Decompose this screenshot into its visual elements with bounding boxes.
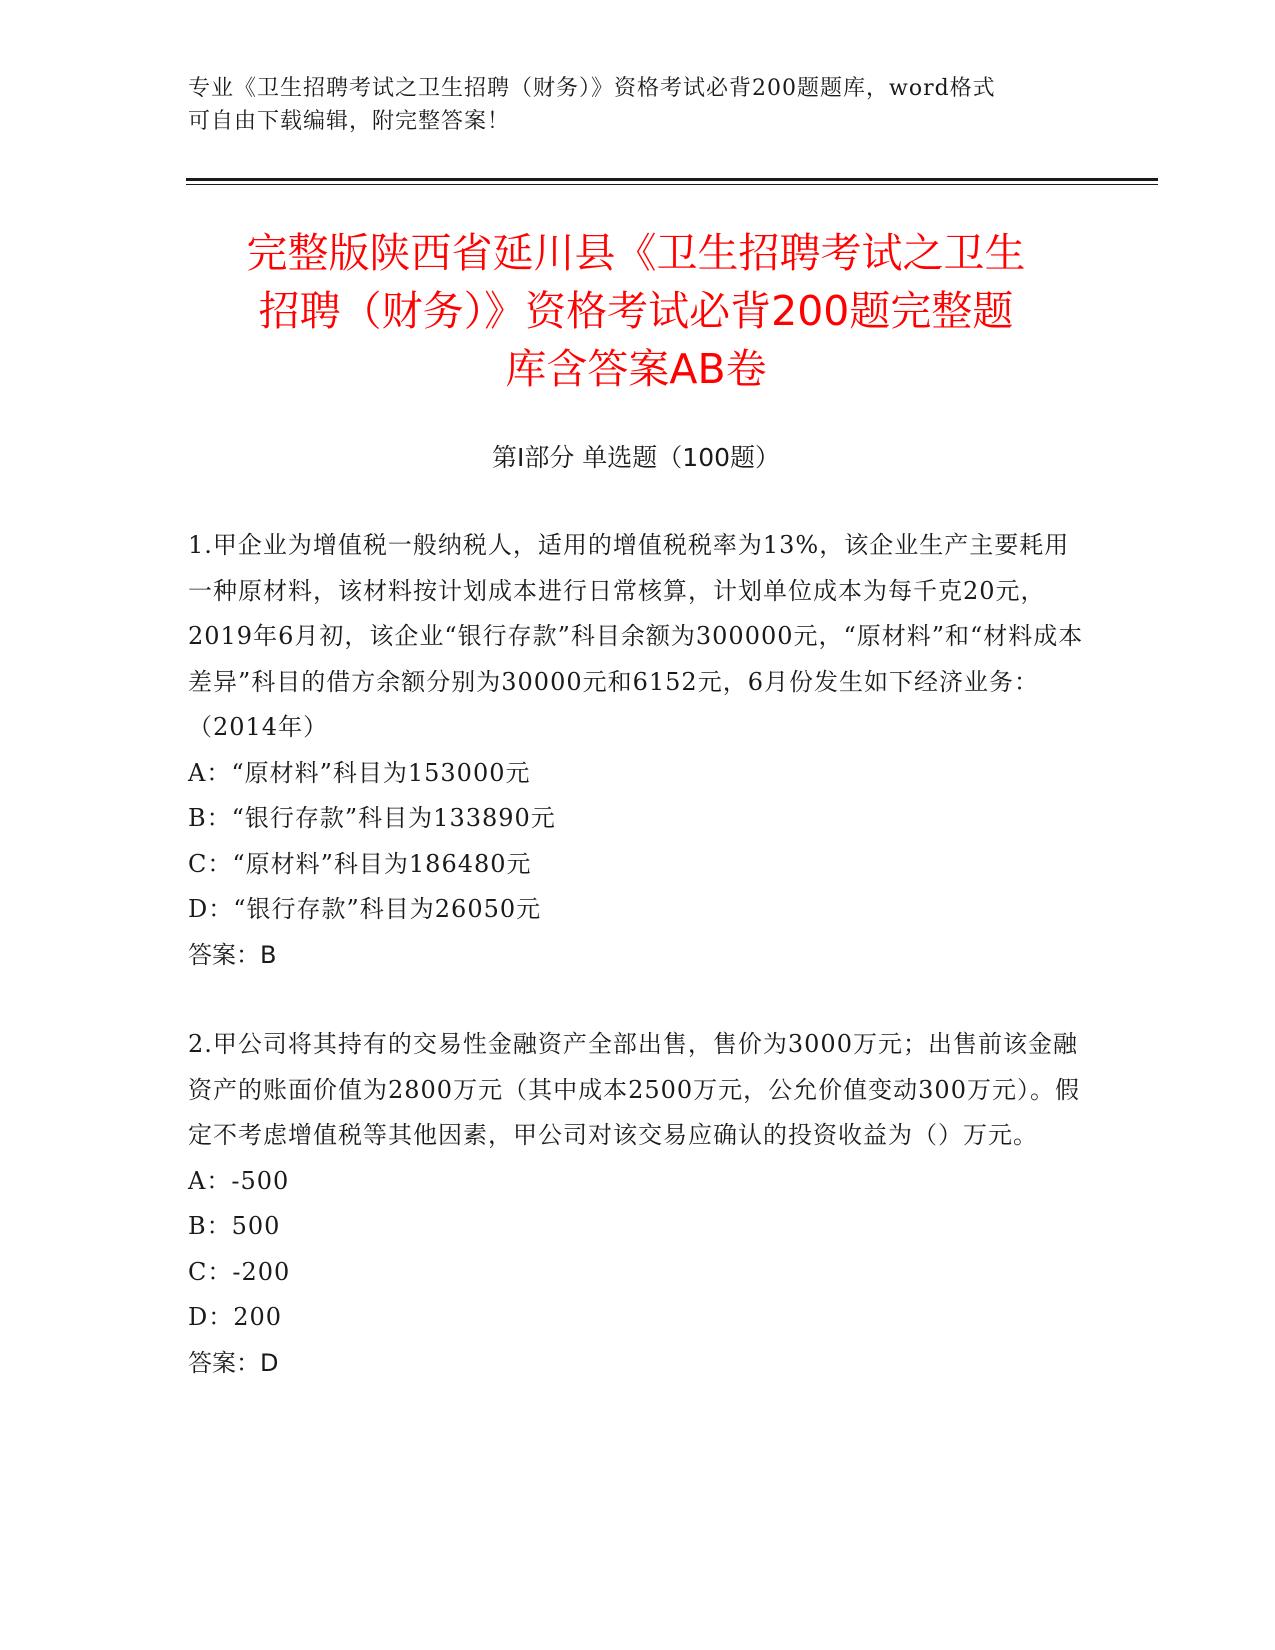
header-note-line-1: 专业《卫生招聘考试之卫生招聘（财务）》资格考试必背200题题库，word格式 — [188, 76, 996, 101]
document-title — [186, 224, 1086, 398]
question-stem: 2.甲公司将其持有的交易性金融资产全部出售，售价为3000万元；出售前该金融资产的账面价值为2800万元（其中成本2500万元，公允价值变动300万元）。假定不考虑增值税等其他因素，甲公司对该交易应确认的投资收益为（）万元。 — [188, 1030, 1080, 1149]
answer: 答案：D — [188, 1348, 279, 1377]
document-title-line-2: 招聘（财务）》资格考试必背200题完整题 — [258, 287, 1014, 335]
header-note — [188, 72, 1088, 138]
section-heading: 第Ⅰ部分 单选题（100题） — [491, 443, 781, 472]
option-b: B：“银行存款”科目为133890元 — [188, 804, 556, 832]
question-stem: 1.甲企业为增值税一般纳税人，适用的增值税税率为13%，该企业生产主要耗用一种原材料，该材料按计划成本进行日常核算，计划单位成本为每千克20元，2019年6月初，该企业“银行存款”科目余额为300000元，“原材料”和“材料成本差异”科目的借方余额分别为30000元和6152元，6月份发生如下经济业务：（2014年） — [188, 531, 1084, 741]
option-c: C：“原材料”科目为186480元 — [188, 849, 532, 878]
option-a: A：“原材料”科目为153000元 — [188, 758, 531, 787]
document-title-line-3: 库含答案AB卷 — [505, 345, 767, 393]
document-title-line-1: 完整版陕西省延川县《卫生招聘考试之卫生 — [246, 229, 1026, 277]
option-d: D：200 — [188, 1303, 283, 1331]
header-divider-thin — [186, 184, 1158, 185]
option-a: A：-500 — [188, 1166, 290, 1195]
header-divider-thick — [186, 178, 1158, 181]
answer: 答案：B — [188, 940, 277, 969]
option-b: B：500 — [188, 1212, 281, 1240]
option-c: C：-200 — [188, 1257, 291, 1286]
question-1 — [188, 523, 1088, 978]
option-d: D：“银行存款”科目为26050元 — [188, 895, 542, 923]
header-note-line-2: 可自由下载编辑，附完整答案！ — [188, 109, 511, 134]
question-2 — [188, 1022, 1088, 1386]
